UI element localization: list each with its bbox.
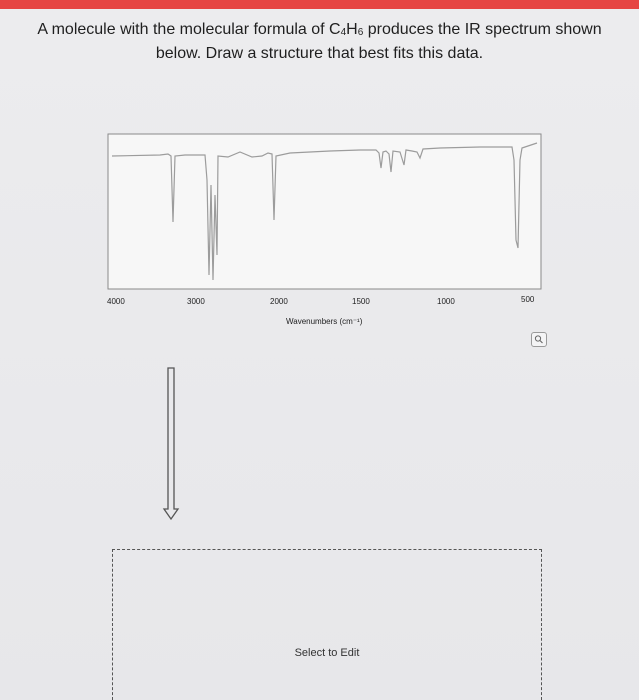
zoom-button[interactable] (531, 332, 547, 347)
down-arrow-icon (155, 365, 195, 525)
tick-label: 500 (521, 295, 535, 304)
x-axis-label: Wavenumbers (cm⁻¹) (286, 317, 363, 326)
tick-label: 1500 (352, 297, 370, 306)
structure-drawing-area[interactable] (112, 549, 542, 700)
tick-label: 3000 (187, 297, 205, 306)
tick-label: 1000 (437, 297, 455, 306)
magnifier-icon (532, 333, 546, 346)
tick-label: 2000 (270, 297, 288, 306)
question-text: A molecule with the molecular formula of $C_4H_6$ produces the IR spectrum shown below. Draw a structure that best fits this data. (37, 21, 602, 62)
tick-label: 4000 (107, 297, 125, 306)
select-to-edit-label: Select to Edit (294, 647, 360, 659)
